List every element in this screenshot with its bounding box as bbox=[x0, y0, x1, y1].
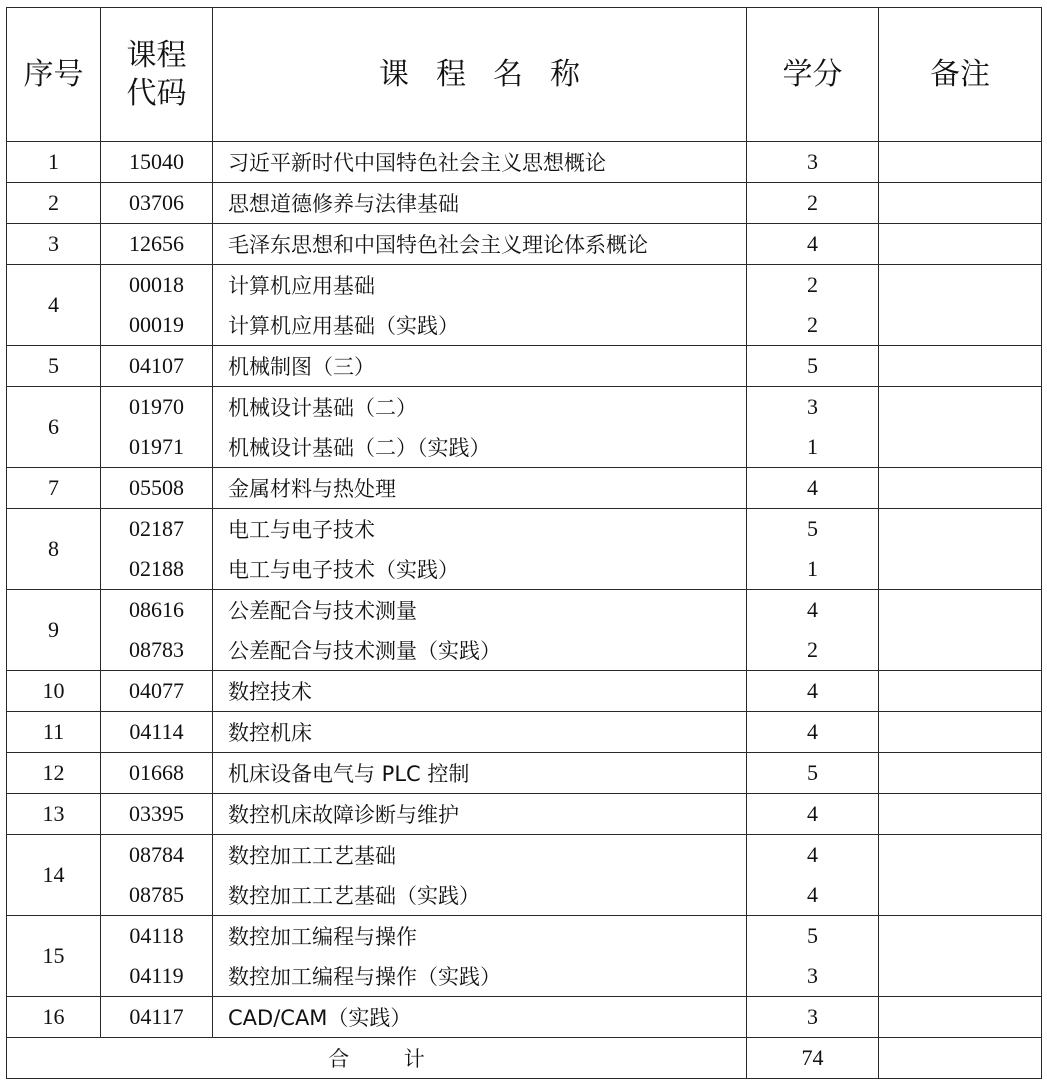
course-name: 习近平新时代中国特色社会主义思想概论 bbox=[213, 142, 747, 183]
course-name: CAD/CAM（实践） bbox=[213, 997, 747, 1038]
table-row bbox=[7, 916, 1042, 957]
seq-cell: 6 bbox=[7, 387, 101, 468]
course-code: 01971 bbox=[101, 427, 213, 468]
course-name: 数控技术 bbox=[213, 671, 747, 712]
course-name: 电工与电子技术 bbox=[213, 509, 747, 550]
course-name: 电工与电子技术（实践） bbox=[213, 549, 747, 590]
course-credits: 2 bbox=[747, 630, 879, 671]
table-row bbox=[7, 712, 1042, 753]
table-row bbox=[7, 265, 1042, 306]
course-credits: 4 bbox=[747, 875, 879, 916]
table-row bbox=[7, 671, 1042, 712]
seq-cell: 4 bbox=[7, 265, 101, 346]
course-name: 机械制图（三） bbox=[213, 346, 747, 387]
seq-cell: 16 bbox=[7, 997, 101, 1038]
course-credits: 5 bbox=[747, 916, 879, 957]
course-name: 计算机应用基础（实践） bbox=[213, 305, 747, 346]
course-name: 数控机床故障诊断与维护 bbox=[213, 794, 747, 835]
course-code: 08785 bbox=[101, 875, 213, 916]
course-credits: 3 bbox=[747, 997, 879, 1038]
seq-cell: 13 bbox=[7, 794, 101, 835]
seq-cell: 5 bbox=[7, 346, 101, 387]
course-name: 公差配合与技术测量 bbox=[213, 590, 747, 631]
course-name: 机床设备电气与 PLC 控制 bbox=[213, 753, 747, 794]
course-code: 08784 bbox=[101, 835, 213, 876]
table-row bbox=[7, 997, 1042, 1038]
remarks-cell bbox=[879, 590, 1042, 671]
course-credits: 4 bbox=[747, 590, 879, 631]
table-row bbox=[7, 509, 1042, 550]
course-credits: 4 bbox=[747, 224, 879, 265]
course-credits: 3 bbox=[747, 387, 879, 428]
course-name: 计算机应用基础 bbox=[213, 265, 747, 306]
table-row bbox=[7, 142, 1042, 183]
header-code-line2: 代码 bbox=[126, 75, 187, 111]
course-code: 04077 bbox=[101, 671, 213, 712]
course-credits: 3 bbox=[747, 956, 879, 997]
total-remarks bbox=[879, 1038, 1042, 1079]
remarks-cell bbox=[879, 346, 1042, 387]
course-name: 机械设计基础（二）（实践） bbox=[213, 427, 747, 468]
total-row bbox=[7, 1038, 1042, 1079]
header-code bbox=[101, 8, 213, 142]
course-code: 01970 bbox=[101, 387, 213, 428]
course-code: 15040 bbox=[101, 142, 213, 183]
course-name: 公差配合与技术测量（实践） bbox=[213, 630, 747, 671]
course-credits: 4 bbox=[747, 835, 879, 876]
table-row bbox=[7, 753, 1042, 794]
course-credits: 4 bbox=[747, 671, 879, 712]
course-name: 数控加工工艺基础（实践） bbox=[213, 875, 747, 916]
seq-cell: 9 bbox=[7, 590, 101, 671]
table-row bbox=[7, 224, 1042, 265]
table-row bbox=[7, 590, 1042, 631]
course-code: 08783 bbox=[101, 630, 213, 671]
course-code: 04117 bbox=[101, 997, 213, 1038]
course-code: 05508 bbox=[101, 468, 213, 509]
curriculum-table bbox=[6, 7, 1042, 1079]
course-credits: 2 bbox=[747, 305, 879, 346]
table-row bbox=[7, 835, 1042, 876]
seq-cell: 10 bbox=[7, 671, 101, 712]
remarks-cell bbox=[879, 997, 1042, 1038]
table-row bbox=[7, 468, 1042, 509]
seq-cell: 3 bbox=[7, 224, 101, 265]
table-row bbox=[7, 346, 1042, 387]
seq-cell: 15 bbox=[7, 916, 101, 997]
course-code: 04118 bbox=[101, 916, 213, 957]
remarks-cell bbox=[879, 753, 1042, 794]
remarks-cell bbox=[879, 224, 1042, 265]
course-credits: 2 bbox=[747, 265, 879, 306]
seq-cell: 12 bbox=[7, 753, 101, 794]
remarks-cell bbox=[879, 794, 1042, 835]
header-name-text: 课程名称 bbox=[379, 56, 607, 92]
header-seq: 序号 bbox=[7, 8, 101, 142]
remarks-cell bbox=[879, 265, 1042, 346]
remarks-cell bbox=[879, 387, 1042, 468]
header-row bbox=[7, 8, 1042, 142]
course-name: 毛泽东思想和中国特色社会主义理论体系概论 bbox=[213, 224, 747, 265]
course-credits: 4 bbox=[747, 794, 879, 835]
course-name: 数控加工编程与操作（实践） bbox=[213, 956, 747, 997]
course-code: 02187 bbox=[101, 509, 213, 550]
total-credits: 74 bbox=[747, 1038, 879, 1079]
course-code: 04119 bbox=[101, 956, 213, 997]
course-credits: 2 bbox=[747, 183, 879, 224]
header-remarks: 备注 bbox=[879, 8, 1042, 142]
course-credits: 5 bbox=[747, 346, 879, 387]
course-credits: 5 bbox=[747, 509, 879, 550]
seq-cell: 8 bbox=[7, 509, 101, 590]
course-name: 数控机床 bbox=[213, 712, 747, 753]
course-code: 12656 bbox=[101, 224, 213, 265]
seq-cell: 7 bbox=[7, 468, 101, 509]
remarks-cell bbox=[879, 835, 1042, 916]
seq-cell: 1 bbox=[7, 142, 101, 183]
remarks-cell bbox=[879, 671, 1042, 712]
remarks-cell bbox=[879, 712, 1042, 753]
course-code: 01668 bbox=[101, 753, 213, 794]
table-row bbox=[7, 183, 1042, 224]
header-credits: 学分 bbox=[747, 8, 879, 142]
remarks-cell bbox=[879, 468, 1042, 509]
seq-cell: 14 bbox=[7, 835, 101, 916]
header-code-line1: 课程 bbox=[126, 37, 187, 73]
course-credits: 1 bbox=[747, 549, 879, 590]
remarks-cell bbox=[879, 916, 1042, 997]
course-code: 04107 bbox=[101, 346, 213, 387]
course-name: 思想道德修养与法律基础 bbox=[213, 183, 747, 224]
course-code: 03395 bbox=[101, 794, 213, 835]
course-code: 00019 bbox=[101, 305, 213, 346]
remarks-cell bbox=[879, 509, 1042, 590]
header-name bbox=[213, 8, 747, 142]
total-label-cell bbox=[7, 1038, 747, 1079]
course-credits: 3 bbox=[747, 142, 879, 183]
remarks-cell bbox=[879, 142, 1042, 183]
course-name: 数控加工编程与操作 bbox=[213, 916, 747, 957]
seq-cell: 2 bbox=[7, 183, 101, 224]
course-code: 03706 bbox=[101, 183, 213, 224]
course-credits: 4 bbox=[747, 712, 879, 753]
remarks-cell bbox=[879, 183, 1042, 224]
course-code: 00018 bbox=[101, 265, 213, 306]
table-body bbox=[7, 142, 1042, 1038]
course-credits: 1 bbox=[747, 427, 879, 468]
course-credits: 4 bbox=[747, 468, 879, 509]
course-credits: 5 bbox=[747, 753, 879, 794]
course-code: 02188 bbox=[101, 549, 213, 590]
table-row bbox=[7, 387, 1042, 428]
table-row bbox=[7, 794, 1042, 835]
course-name: 数控加工工艺基础 bbox=[213, 835, 747, 876]
seq-cell: 11 bbox=[7, 712, 101, 753]
course-name: 机械设计基础（二） bbox=[213, 387, 747, 428]
course-name: 金属材料与热处理 bbox=[213, 468, 747, 509]
total-label: 合计 bbox=[328, 1047, 480, 1071]
course-code: 08616 bbox=[101, 590, 213, 631]
course-code: 04114 bbox=[101, 712, 213, 753]
